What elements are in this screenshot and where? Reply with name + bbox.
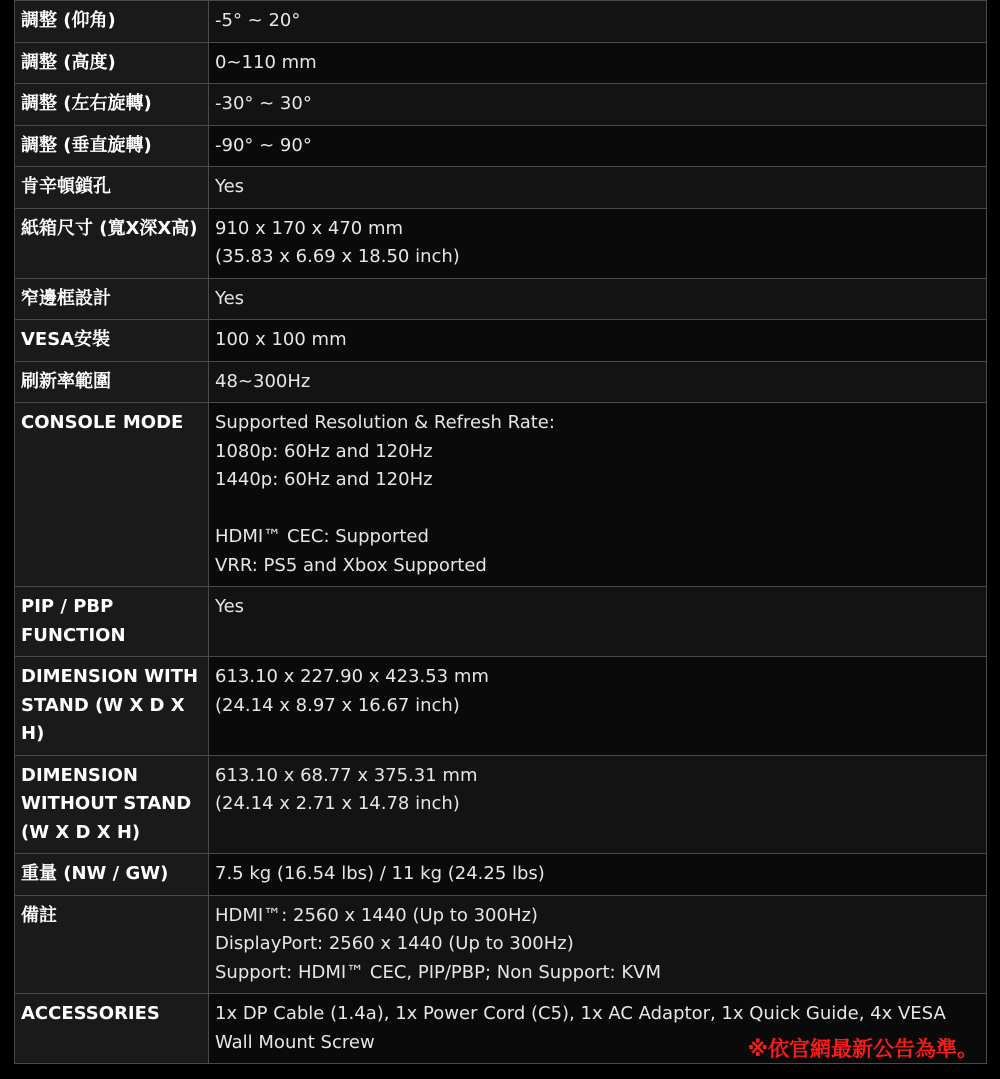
spec-row (15, 320, 987, 362)
spec-label: 刷新率範圍 (15, 361, 209, 403)
spec-value (209, 167, 987, 209)
spec-row (15, 403, 987, 587)
spec-value-line: -90° ~ 90° (215, 134, 312, 156)
spec-value-line: Yes (215, 287, 245, 309)
spec-value (209, 895, 987, 994)
spec-label: 紙箱尺寸 (寬X深X高) (15, 208, 209, 278)
spec-label: DIMENSION WITHOUT STAND (W X D X H) (15, 755, 209, 854)
spec-row (15, 854, 987, 896)
spec-label: 調整 (高度) (15, 42, 209, 84)
spec-value-line: Yes (215, 596, 245, 617)
spec-label: 重量 (NW / GW) (15, 854, 209, 896)
spec-value-line: 48~300Hz (215, 370, 311, 392)
spec-row (15, 208, 987, 278)
spec-label: 肯辛頓鎖孔 (15, 167, 209, 209)
spec-value-line: 7.5 kg (16.54 lbs) / 11 kg (24.25 lbs) (215, 863, 545, 884)
spec-label: 備註 (15, 895, 209, 994)
spec-value (209, 125, 987, 167)
spec-label: 調整 (垂直旋轉) (15, 125, 209, 167)
spec-row (15, 895, 987, 994)
spec-label: 調整 (仰角) (15, 1, 209, 43)
spec-value-line: Supported Resolution & Refresh Rate: (215, 412, 555, 433)
spec-value (209, 403, 987, 587)
spec-value-line: VRR: PS5 and Xbox Supported (215, 554, 487, 576)
spec-label: CONSOLE MODE (15, 403, 209, 587)
spec-value-line: 1440p: 60Hz and 120Hz (215, 469, 433, 490)
spec-value (209, 1, 987, 43)
spec-value (209, 320, 987, 362)
spec-row (15, 84, 987, 126)
spec-row (15, 587, 987, 657)
spec-label: PIP / PBP FUNCTION (15, 587, 209, 657)
spec-row (15, 657, 987, 756)
spec-value-line: (35.83 x 6.69 x 18.50 inch) (215, 246, 460, 267)
spec-row (15, 361, 987, 403)
spec-value-line: -5° ~ 20° (215, 10, 301, 31)
spec-value-line: -30° ~ 30° (215, 93, 312, 114)
spec-label: VESA安裝 (15, 320, 209, 362)
spec-value (209, 278, 987, 320)
spec-value-line: HDMI™ CEC: Supported (215, 526, 429, 547)
spec-value (209, 84, 987, 126)
spec-label: 調整 (左右旋轉) (15, 84, 209, 126)
spec-label: DIMENSION WITH STAND (W X D X H) (15, 657, 209, 756)
spec-row (15, 125, 987, 167)
spec-value-line (215, 495, 980, 524)
spec-value-line: HDMI™: 2560 x 1440 (Up to 300Hz) (215, 904, 538, 926)
spec-value (209, 854, 987, 896)
spec-value (209, 208, 987, 278)
spec-row (15, 167, 987, 209)
spec-value (209, 361, 987, 403)
spec-value-line: 1080p: 60Hz and 120Hz (215, 440, 433, 462)
spec-row (15, 278, 987, 320)
spec-row (15, 755, 987, 854)
spec-label: ACCESSORIES (15, 994, 209, 1064)
spec-value (209, 755, 987, 854)
spec-row (15, 42, 987, 84)
spec-value-line: (24.14 x 2.71 x 14.78 inch) (215, 793, 460, 814)
spec-value-line: (24.14 x 8.97 x 16.67 inch) (215, 694, 460, 716)
spec-table-body (15, 1, 987, 1064)
spec-value-line: Support: HDMI™ CEC, PIP/PBP; Non Support: KVM (215, 961, 661, 983)
spec-value-line: Yes (215, 176, 245, 197)
spec-value-line: 100 x 100 mm (215, 329, 347, 350)
spec-value (209, 657, 987, 756)
spec-value-line: 613.10 x 68.77 x 375.31 mm (215, 764, 478, 786)
spec-label: 窄邊框設計 (15, 278, 209, 320)
spec-value-line: 0~110 mm (215, 51, 317, 73)
official-notice: ※依官網最新公告為準。 (747, 1037, 978, 1061)
spec-table (14, 0, 987, 1064)
spec-value-line: 613.10 x 227.90 x 423.53 mm (215, 666, 489, 687)
spec-value-line: DisplayPort: 2560 x 1440 (Up to 300Hz) (215, 933, 574, 954)
spec-value-line: 910 x 170 x 470 mm (215, 217, 404, 239)
spec-row (15, 1, 987, 43)
spec-value (209, 587, 987, 657)
spec-value (209, 42, 987, 84)
spec-value-line: 1x DP Cable (1.4a), 1x Power Cord (C5), 1x AC Adaptor, 1x Quick Guide, 4x VESA Wall Mount Screw (215, 1003, 952, 1053)
